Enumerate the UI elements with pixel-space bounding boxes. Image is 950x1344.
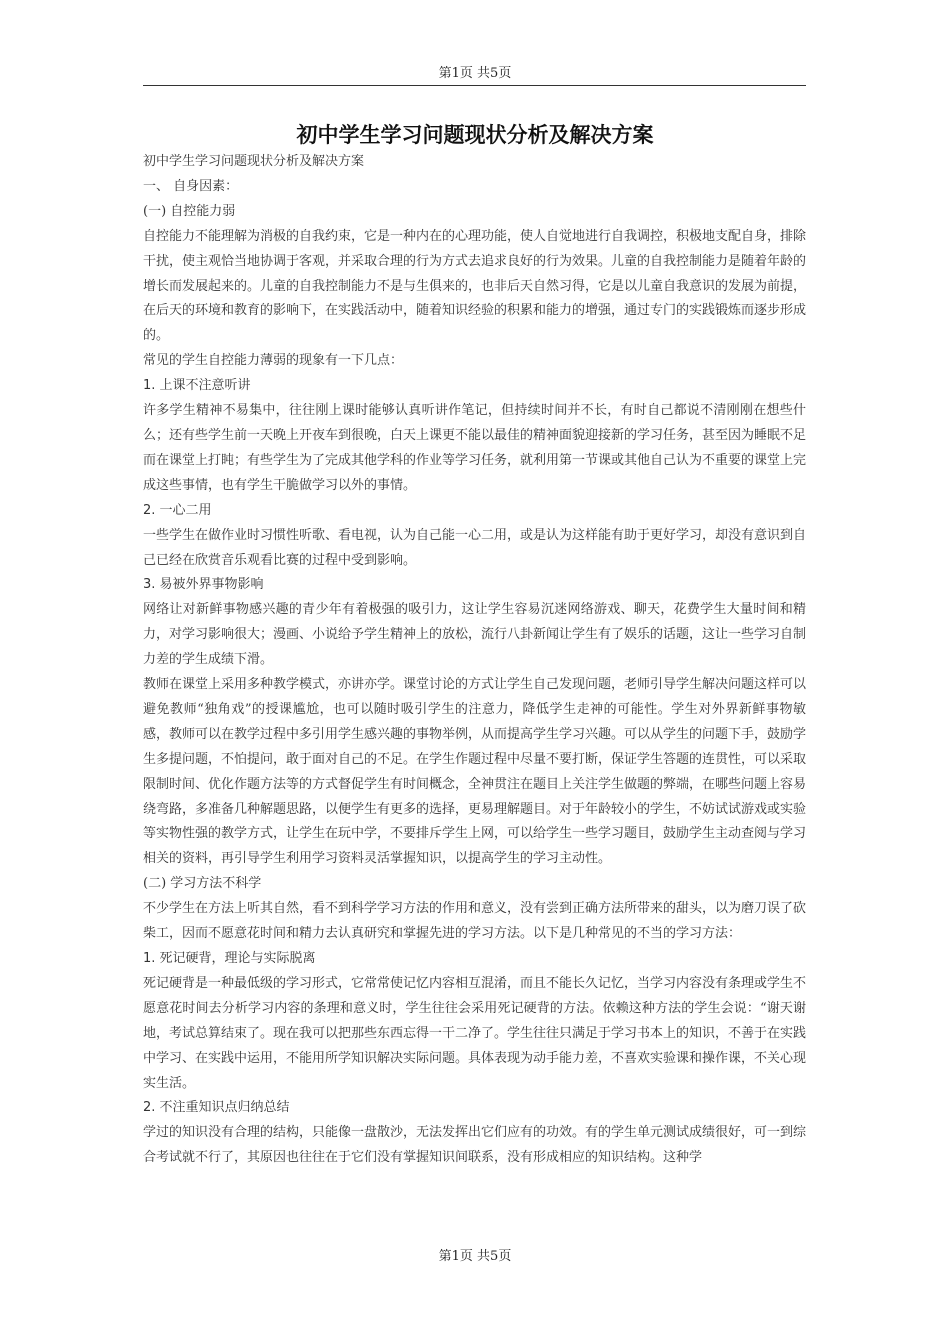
section-heading: 一、 自身因素： [143, 178, 239, 194]
page-header: 第1页 共5页 [438, 66, 512, 81]
subsection-heading: (一) 自控能力弱 [143, 203, 236, 219]
body-paragraph: 自控能力不能理解为消极的自我约束，它是一种内在的心理功能，使人自觉地进行自我调控，积极地支配自身，排除干扰，使主观恰当地协调于客观，并采取合理的行为方式去追求良好的行为效果。儿童的自我控制能力是随着年龄的增长而发展起来的。儿童的自我控制能力不是与生俱来的，也非后天自然习得，它是以儿童自我意识的发展为前提，在后天的环境和教育的影响下，在实践活动中，随着知识经验的积累和能力的增强，通过专门的实践锻炼而逐步形成的。 [143, 228, 807, 344]
body-paragraph: 许多学生精神不易集中，往往刚上课时能够认真听讲作笔记，但持续时间并不长，有时自己都说不清刚刚在想些什么；还有些学生前一天晚上开夜车到很晚，白天上课更不能以最佳的精神面貌迎接新的学习任务，甚至因为睡眠不足而在课堂上打盹；有些学生为了完成其他学科的作业等学习任务，就利用第一节课或其他自己认为不重要的课堂上完成这些事情，也有学生干脆做学习以外的事情。 [143, 403, 807, 493]
body-paragraph: 不少学生在方法上听其自然，看不到科学学习方法的作用和意义，没有尝到正确方法所带来的甜头，以为磨刀误了砍柴工，因而不愿意花时间和精力去认真研究和掌握先进的学习方法。以下是几种常见的不当的学习方法： [143, 901, 807, 942]
subsection-heading: (二) 学习方法不科学 [143, 876, 262, 892]
body-paragraph: 教师在课堂上采用多种教学模式，亦讲亦学。课堂讨论的方式让学生自己发现问题，老师引导学生解决问题这样可以避免教师“独角戏”的授课尴尬，也可以随时吸引学生的注意力，降低学生走神的可能性。学生对外界新鲜事物敏感，教师可以在教学过程中多引用学生感兴趣的事物举例，从而提高学生学习兴趣。可以从学生的问题下手，鼓励学生多提问题，不怕提问，敢于面对自己的不足。在学生作题过程中尽量不要打断，保证学生答题的连贯性，可以采取限制时间、优化作题方法等的方式督促学生有时间概念，全神贯注在题目上关注学生做题的弊端，在哪些问题上容易绕弯路，多准备几种解题思路，以便学生有更多的选择，更易理解题目。对于年龄较小的学生，不妨试试游戏或实验等实物性强的教学方式，让学生在玩中学，不要排斥学生上网，可以给学生一些学习题目，鼓励学生主动查阅与学习相关的资料，再引导学生利用学习资料灵活掌握知识，以提高学生的学习主动性。 [143, 677, 807, 867]
document-title: 初中学生学习问题现状分析及解决方案 [296, 123, 654, 147]
page-footer: 第1页 共5页 [438, 1249, 512, 1264]
body-paragraph: 死记硬背是一种最低级的学习形式，它常常使记忆内容相互混淆，而且不能长久记忆，当学习内容没有条理或学生不愿意花时间去分析学习内容的条理和意义时，学生往往会采用死记硬背的方法。依赖这种方法的学生会说：“谢天谢地，考试总算结束了。现在我可以把那些东西忘得一干二净了。学生往往只满足于学习书本上的知识，不善于在实践中学习、在实践中运用，不能用所学知识解决实际问题。具体表现为动手能力差，不喜欢实验课和操作课，不关心现实生活。 [143, 975, 807, 1091]
body-paragraph: 一些学生在做作业时习惯性听歌、看电视，认为自己能一心二用，或是认为这样能有助于更好学习，却没有意识到自己已经在欣赏音乐观看比赛的过程中受到影响。 [143, 527, 807, 568]
body-paragraph: 学过的知识没有合理的结构，只能像一盘散沙，无法发挥出它们应有的功效。有的学生单元测试成绩很好，可一到综合考试就不行了，其原因也往往在于它们没有掌握知识间联系，没有形成相应的知识结构。这种学 [143, 1125, 807, 1166]
list-heading: 1. 上课不注意听讲 [143, 378, 251, 394]
header-divider [143, 85, 806, 86]
body-paragraph: 常见的学生自控能力薄弱的现象有一下几点： [143, 353, 404, 369]
list-heading: 1. 死记硬背，理论与实际脱离 [143, 951, 316, 966]
list-heading: 2. 不注重知识点归纳总结 [143, 1100, 290, 1116]
subtitle-paragraph: 初中学生学习问题现状分析及解决方案 [143, 154, 365, 169]
list-heading: 3. 易被外界事物影响 [143, 577, 264, 593]
document-body [143, 150, 806, 1171]
list-heading: 2. 一心二用 [143, 502, 212, 518]
body-paragraph: 网络让对新鲜事物感兴趣的青少年有着极强的吸引力，这让学生容易沉迷网络游戏、聊天，花费学生大量时间和精力，对学习影响很大；漫画、小说给予学生精神上的放松，流行八卦新闻让学生有了娱乐的话题，这让一些学习自制力差的学生成绩下滑。 [143, 602, 807, 668]
